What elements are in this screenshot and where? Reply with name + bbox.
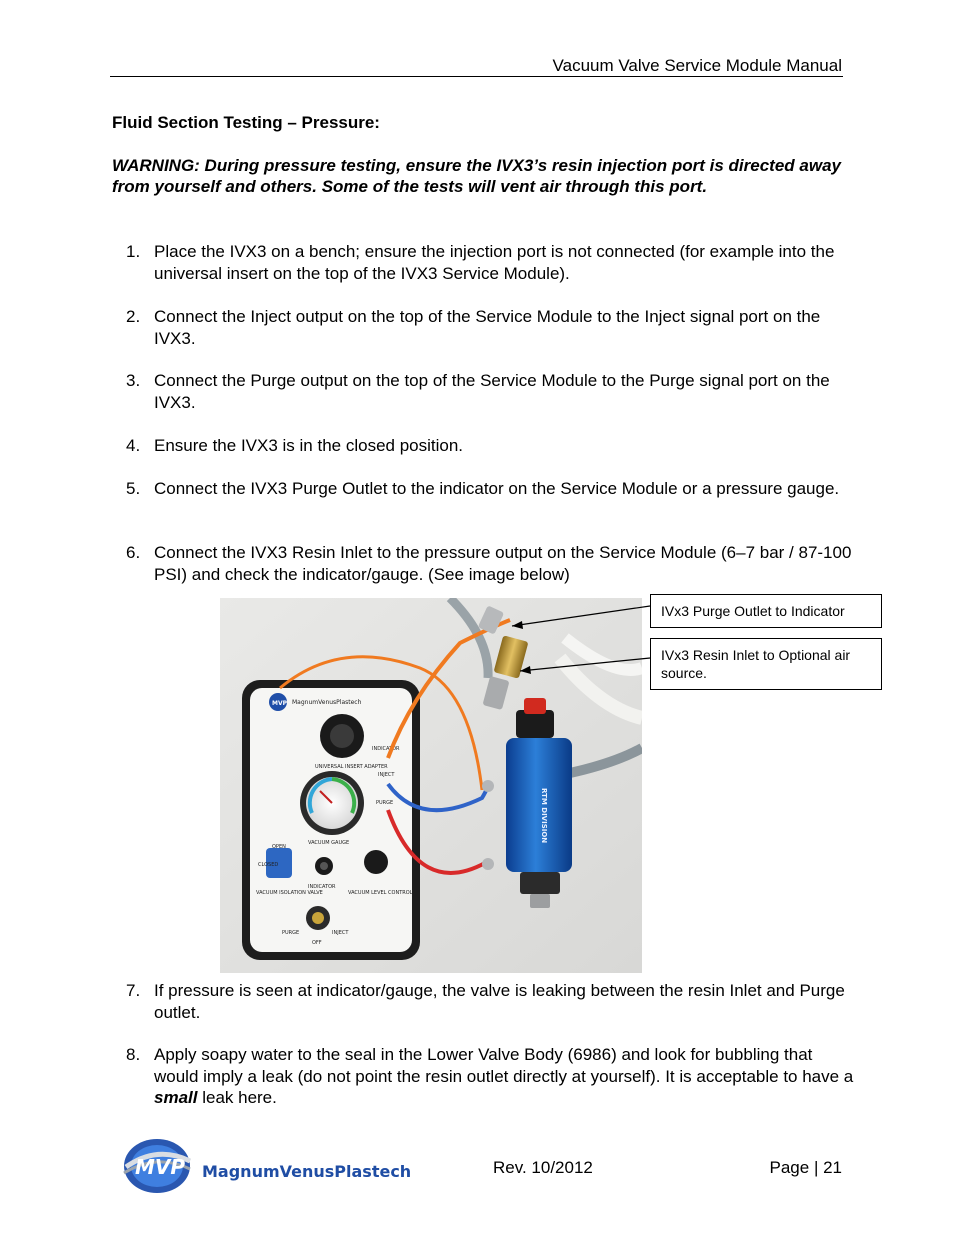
step-number: 6. bbox=[126, 543, 141, 562]
step-text: Connect the Purge output on the top of the Service Module to the Purge signal port on the IVX3. bbox=[154, 371, 830, 412]
header-title: Vacuum Valve Service Module Manual bbox=[552, 56, 842, 75]
module-logo-text: MVP bbox=[272, 700, 288, 707]
step-text-emphasis: small bbox=[154, 1088, 198, 1107]
valve-body-text: RTM DIVISION bbox=[540, 788, 548, 844]
footer-logo-text: MVP bbox=[135, 1155, 186, 1179]
step-text: If pressure is seen at indicator/gauge, the valve is leaking between the resin Inlet and Purge outlet. bbox=[154, 981, 845, 1022]
off-switch-label: OFF bbox=[312, 940, 322, 946]
module-brand-text: MagnumVenusPlastech bbox=[292, 699, 362, 706]
step-text: Connect the IVX3 Purge Outlet to the indicator on the Service Module or a pressure gauge. bbox=[154, 479, 840, 498]
open-label: OPEN bbox=[272, 844, 286, 850]
insert-label: UNIVERSAL INSERT ADAPTER bbox=[315, 764, 388, 770]
step-number: 7. bbox=[126, 981, 141, 1000]
step-number: 4. bbox=[126, 436, 141, 455]
step-text-part: leak here. bbox=[197, 1088, 277, 1107]
service-module-photo bbox=[220, 598, 642, 973]
callout-resin-inlet: IVx3 Resin Inlet to Optional air source. bbox=[650, 638, 882, 690]
step-number: 5. bbox=[126, 479, 141, 498]
footer-revision: Rev. 10/2012 bbox=[493, 1158, 593, 1177]
step-text: Ensure the IVX3 is in the closed position. bbox=[154, 436, 464, 455]
port-inject-label: INJECT bbox=[378, 772, 395, 778]
section-title: Fluid Section Testing – Pressure: bbox=[112, 113, 380, 132]
step-number: 8. bbox=[126, 1045, 141, 1064]
gauge-label: VACUUM GAUGE bbox=[308, 840, 350, 846]
level-label: VACUUM LEVEL CONTROL bbox=[348, 890, 413, 896]
indicator-label: INDICATOR bbox=[308, 884, 336, 890]
step-text: Connect the Inject output on the top of the Service Module to the Inject signal port on the IVX3. bbox=[154, 307, 821, 348]
step-text: Connect the IVX3 Resin Inlet to the pressure output on the Service Module (6–7 bar / 87-100 PSI) and check the indicator/gauge. (See image below) bbox=[154, 543, 852, 584]
callout-purge-outlet: IVx3 Purge Outlet to Indicator bbox=[650, 594, 882, 628]
port-purge-label: PURGE bbox=[376, 800, 394, 806]
step-text: Place the IVX3 on a bench; ensure the injection port is not connected (for example into the universal insert on the top of the IVX3 Service Module). bbox=[154, 242, 835, 283]
step-text-part: Apply soapy water to the seal in the Lower Valve Body (6986) and look for bubbling that would imply a leak (do not point the resin outlet directly at yourself). It is acceptable to have a bbox=[154, 1045, 854, 1086]
step-number: 2. bbox=[126, 307, 141, 326]
footer-brand-text: MagnumVenusPlastech bbox=[202, 1162, 412, 1181]
closed-label: CLOSED bbox=[258, 862, 279, 868]
inject-switch-label: INJECT bbox=[332, 930, 349, 936]
footer-page-number: Page | 21 bbox=[769, 1158, 842, 1177]
header-rule bbox=[110, 76, 843, 77]
step-text bbox=[154, 1044, 854, 1109]
isolation-label: VACUUM ISOLATION VALVE bbox=[256, 890, 323, 896]
port-indicator-label: INDICATOR bbox=[372, 746, 400, 752]
purge-switch-label: PURGE bbox=[282, 930, 300, 936]
step-number: 3. bbox=[126, 371, 141, 390]
warning-text: WARNING: During pressure testing, ensure the IVX3’s resin injection port is directed away from yourself and others. Some of the tests will vent air through this port. bbox=[112, 156, 841, 196]
step-number: 1. bbox=[126, 242, 141, 261]
footer-logo bbox=[122, 1133, 412, 1202]
